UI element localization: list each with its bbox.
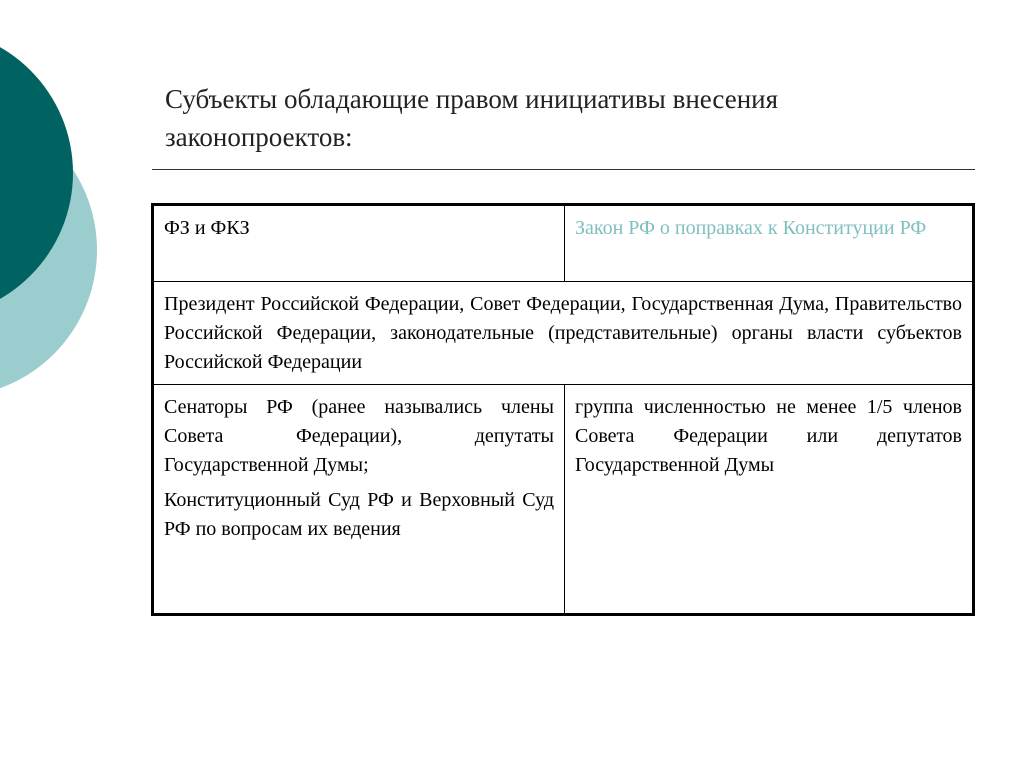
senators-text: Сенаторы РФ (ранее назывались члены Совета Федерации), депутаты Государственной Думы; <box>164 396 554 476</box>
group-text: группа численностью не менее 1/5 членов Совета Федерации или депутатов Государственной Думы <box>575 396 962 476</box>
courts-text: Конституционный Суд РФ и Верховный Суд РФ по вопросам их ведения <box>164 489 554 540</box>
cell-amendment-subjects <box>565 385 974 615</box>
header-constitution-amendments: Закон РФ о поправках к Конституции РФ <box>565 205 974 282</box>
decorative-circles <box>0 0 100 400</box>
header-fz-fkz: ФЗ и ФКЗ <box>153 205 565 282</box>
slide-title: Субъекты обладающие правом инициативы внесения законопроектов: <box>165 84 779 152</box>
title-divider <box>152 169 975 170</box>
initiative-table <box>151 203 975 616</box>
cell-fz-subjects <box>153 385 565 615</box>
row-common-subjects: Президент Российской Федерации, Совет Федерации, Государственная Дума, Правительство Российской Федерации, законодательные (представительные) органы власти субъектов Российской Федерации <box>153 282 974 385</box>
